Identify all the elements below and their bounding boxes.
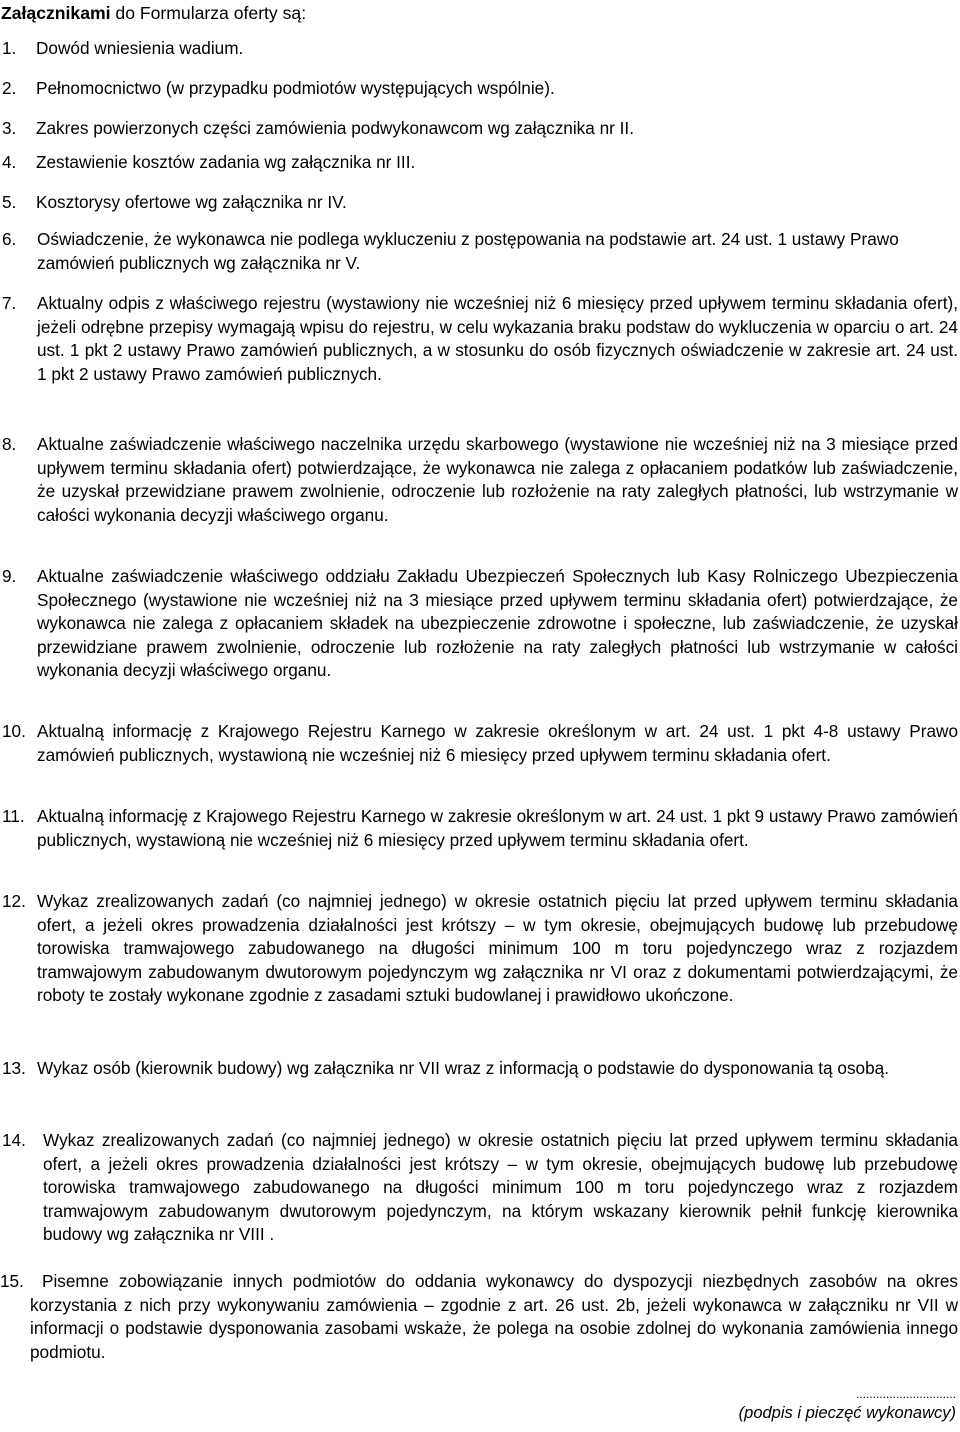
list-item-text: Wykaz zrealizowanych zadań (co najmniej jednego) w okresie ostatnich pięciu lat przed upływem terminu składania ofert, a jeżeli okres prowadzenia działalności jest krótszy – w tym okresie, obejmujących budowę lub przebudowę torowiska tramwajowego zabudowanego na długości minimum 100 m toru pojedynczego wraz z rozjazdem tramwajowym zabudowanym dwutorowym pojedynczym wg załącznika nr VI oraz z dokumentami potwierdzającymi, że roboty te zostały wykonane zgodnie z zasadami sztuki budowlanej i prawidłowo ukończone. bbox=[37, 891, 958, 1006]
attachments-heading bbox=[1, 2, 306, 25]
list-item bbox=[2, 890, 958, 1032]
list-item-text: Aktualne zaświadczenie właściwego naczelnika urzędu skarbowego (wystawione nie wcześniej niż na 3 miesiące przed upływem terminu składania ofert) potwierdzające, że wykonawca nie zalega z opłacaniem podatków lub zaświadczenie, że uzyskał przewidziane prawem zwolnienie, odroczenie lub rozłożenie na raty zaległych płatności, lub wstrzymanie w całości wykonania decyzji właściwego organu. bbox=[37, 434, 958, 525]
list-item-number: 5. bbox=[2, 192, 17, 212]
list-item-text: Pisemne zobowiązanie innych podmiotów do oddania wykonawcy do dyspozycji niezbędnych zasobów na okres korzystania z nich przy wykonywaniu zamówienia – zgodnie z art. 26 ust. 2b, jeżeli wykonawca w załączniku nr VII w informacji o podstawie dysponowania zasobami wskaże, że polega na osobie zdolnej do wykonania zamówienia innego podmiotu. bbox=[30, 1271, 958, 1362]
list-item-number: 6. bbox=[2, 229, 17, 249]
list-item-text: Kosztorysy ofertowe wg załącznika nr IV. bbox=[36, 192, 347, 212]
list-item-number: 2. bbox=[2, 78, 17, 98]
list-item-text: Wykaz osób (kierownik budowy) wg załącznika nr VII wraz z informacją o podstawie do dysponowania tą osobą. bbox=[37, 1058, 889, 1078]
list-item bbox=[2, 433, 958, 551]
list-item-number: 1. bbox=[2, 38, 17, 58]
list-item-text: Pełnomocnictwo (w przypadku podmiotów występujących wspólnie). bbox=[36, 78, 555, 98]
signature-block bbox=[739, 1386, 956, 1425]
list-item-number: 7. bbox=[2, 293, 17, 313]
list-item-number: 10. bbox=[2, 721, 26, 741]
list-item bbox=[2, 1129, 958, 1247]
list-item-text: Aktualny odpis z właściwego rejestru (wystawiony nie wcześniej niż 6 miesięcy przed upływem terminu składania ofert), jeżeli odrębne przepisy wymagają wpisu do rejestru, w celu wykazania braku podstaw do wykluczenia w oparciu o art. 24 ust. 1 pkt 2 ustawy Prawo zamówień publicznych, a w stosunku do osób fizycznych oświadczenie w zakresie art. 24 ust. 1 pkt 2 ustawy Prawo zamówień publicznych. bbox=[37, 293, 958, 384]
list-item-text: Dowód wniesienia wadium. bbox=[36, 38, 244, 58]
list-item-number: 8. bbox=[2, 434, 17, 454]
list-item bbox=[2, 228, 958, 276]
list-item-number: 13. bbox=[2, 1058, 26, 1078]
list-item-number: 11. bbox=[2, 806, 25, 826]
heading-rest: do Formularza oferty są: bbox=[110, 3, 307, 23]
list-item-number: 4. bbox=[2, 152, 17, 172]
list-item bbox=[2, 77, 942, 101]
list-item bbox=[2, 1057, 958, 1105]
list-item bbox=[2, 191, 942, 215]
list-item-number: 3. bbox=[2, 118, 17, 138]
list-item-text: Aktualną informację z Krajowego Rejestru Karnego w zakresie określonym w art. 24 ust. 1 pkt 4-8 ustawy Prawo zamówień publicznych, wystawioną nie wcześniej niż 6 miesięcy przed upływem terminu składania ofert. bbox=[37, 721, 958, 765]
signature-dots: .............................. bbox=[855, 1387, 956, 1401]
list-item-text: Wykaz zrealizowanych zadań (co najmniej jednego) w okresie ostatnich pięciu lat przed upływem terminu składania ofert, a jeżeli okres prowadzenia działalności jest krótszy – w tym okresie, obejmujących budowę lub przebudowę torowiska tramwajowego zabudowanego na długości minimum 100 m toru pojedynczego wraz z rozjazdem tramwajowym zabudowanym dwutorowym pojedynczym, na którym wskazany kierownik pełnił funkcję kierownika budowy wg załącznika nr VIII . bbox=[43, 1130, 958, 1245]
list-item-text: Zakres powierzonych części zamówienia podwykonawcom wg załącznika nr II. bbox=[36, 118, 634, 138]
list-item bbox=[2, 151, 942, 175]
list-item-number: 12. bbox=[2, 891, 26, 911]
list-item-text: Oświadczenie, że wykonawca nie podlega wykluczeniu z postępowania na podstawie art. 24 ust. 1 ustawy Prawo zamówień publicznych wg załącznika nr V. bbox=[37, 229, 899, 273]
list-item-text: Aktualne zaświadczenie właściwego oddziału Zakładu Ubezpieczeń Społecznych lub Kasy Rolniczego Ubezpieczenia Społecznego (wystawione nie wcześniej niż na 3 miesiące przed upływem terminu składania ofert) potwierdzające, że wykonawca nie zalega z opłacaniem składek na ubezpieczenie zdrowotne i społeczne, lub zaświadczenie, że uzyskał przewidziane prawem zwolnienie, odroczenie lub rozłożenie na raty zaległych płatności lub wstrzymanie w całości wykonania decyzji właściwego organu. bbox=[37, 566, 958, 681]
heading-bold-word: Załącznikami bbox=[1, 3, 111, 23]
list-item bbox=[2, 292, 958, 410]
signature-label: (podpis i pieczęć wykonawcy) bbox=[738, 1404, 956, 1422]
list-item-text: Zestawienie kosztów zadania wg załącznika nr III. bbox=[36, 152, 416, 172]
list-item bbox=[2, 117, 942, 141]
list-item bbox=[2, 805, 958, 876]
list-item bbox=[2, 720, 958, 791]
list-item bbox=[0, 1270, 958, 1366]
list-item-number: 14. bbox=[2, 1130, 26, 1150]
list-item bbox=[2, 37, 942, 61]
list-item-number: 15. bbox=[0, 1271, 24, 1291]
list-item-number: 9. bbox=[2, 566, 17, 586]
list-item bbox=[2, 565, 958, 707]
list-item-text: Aktualną informację z Krajowego Rejestru Karnego w zakresie określonym w art. 24 ust. 1 pkt 9 ustawy Prawo zamówień publicznych, wystawioną nie wcześniej niż 6 miesięcy przed upływem terminu składania ofert. bbox=[37, 806, 958, 850]
